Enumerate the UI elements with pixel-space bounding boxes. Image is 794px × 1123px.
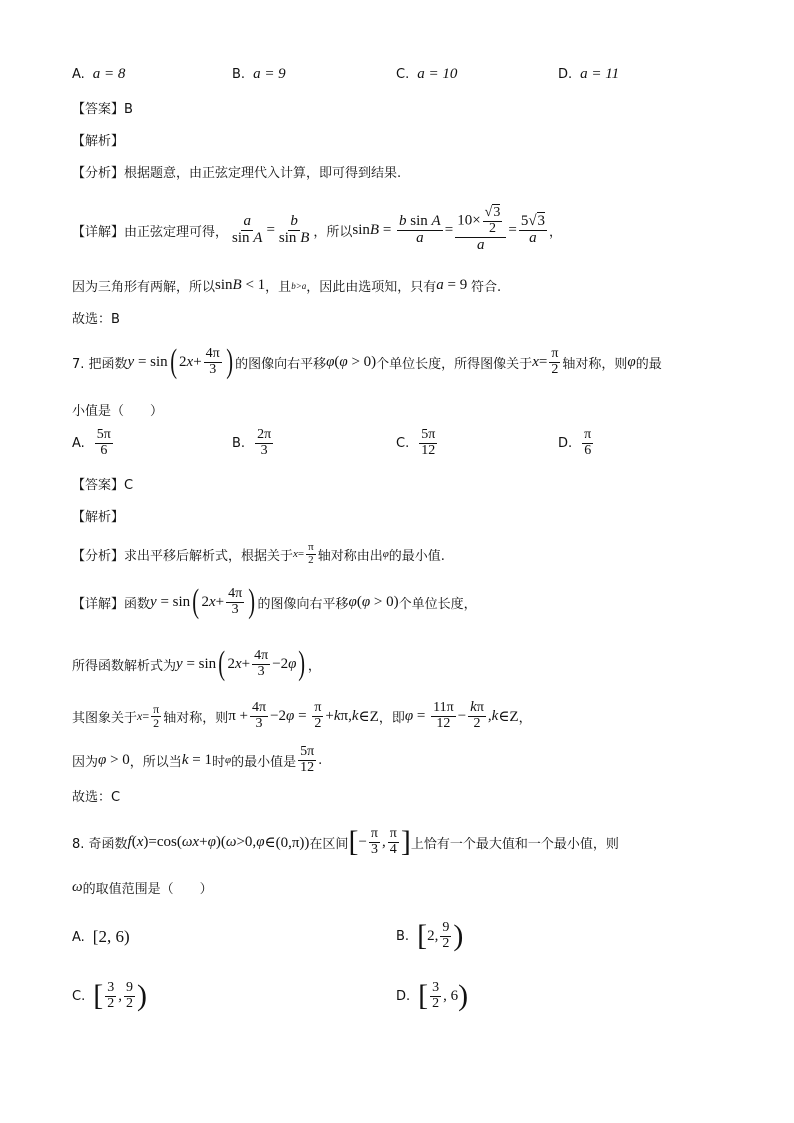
formula-fraction: $\frac{5√3}{a}$ xyxy=(520,212,546,246)
formula-fraction: 10× $\frac{√3}{2}$ a xyxy=(455,206,506,253)
q6-option-a[interactable] xyxy=(72,66,125,83)
q7-detail: 【详解】函数 y = sin ( 2 x + $\frac{4\pi}{3}$ ) 的图像向右平移 φ ( φ > 0) 个单位长度， xyxy=(72,583,477,620)
q8-option-a[interactable]: A. [2, 6) xyxy=(72,927,130,946)
q7-line4: 因为 φ > 0 ，所以当 k = 1 时 φ 的最小值是 $\frac{5\pi}{12}$ . xyxy=(72,743,323,775)
q6-option-c[interactable] xyxy=(396,66,457,83)
q8-stem: 8. 奇函数 f ( x )=cos( ωx + φ )( ω >0, φ ∈(0,π)) 在区间 [ − $\frac{\pi}{3}$ , $\frac{\pi}{4}$ ] 上恰有一个最大值和一个最小值，则 xyxy=(72,825,619,858)
formula-fraction: $\frac{b}{\text{sin B}}$ xyxy=(278,212,310,246)
q8-option-d[interactable]: D. [ $\frac{3}{2}$ , 6 ) xyxy=(396,979,469,1012)
q6-analysis: 【分析】根据题意，由正弦定理代入计算，即可得到结果. xyxy=(72,166,402,181)
detail-prefix: 【详解】由正弦定理可得， xyxy=(72,224,229,240)
q6-detail: 【详解】由正弦定理可得， $\frac{a}{\text{sin A}}$ = $\frac{b}{\text{sin B}}$ ，所以 sin B = $\frac{\text{b sin A}}{a}$ = 10× $\frac{√3}{2}$ a = $\frac{5√3}{a}$ ， xyxy=(72,205,563,253)
q7-option-a[interactable]: A. $\frac{5\pi}{6}$ xyxy=(72,427,111,458)
q7-conclusion: 故选：C xyxy=(72,790,121,805)
q8-option-b[interactable]: B. [ 2, $\frac{9}{2}$ ) xyxy=(396,919,464,952)
q7-option-b[interactable]: B. $\frac{2\pi}{3}$ xyxy=(232,427,272,458)
option-text: a = 10 xyxy=(417,66,458,82)
q8-option-c[interactable]: C. [ $\frac{3}{2}$ , $\frac{9}{2}$ ) xyxy=(72,979,147,1012)
formula-fraction: $\frac{a}{\text{sin A}}$ xyxy=(232,212,263,246)
q6-analysis-head: 【解析】 xyxy=(72,134,125,149)
option-label: D. xyxy=(558,67,573,82)
q7-analysis: 【分析】求出平移后解析式，根据关于 x = $\frac{\pi}{2}$ 轴对称由出 φ 的最小值. xyxy=(72,540,445,566)
q6-option-b[interactable] xyxy=(232,66,286,83)
q6-answer: 【答案】B xyxy=(72,102,133,117)
option-text: a = 11 xyxy=(580,66,620,82)
q7-analysis-head: 【解析】 xyxy=(72,510,125,525)
q7-answer: 【答案】C xyxy=(72,478,134,493)
q7-option-d[interactable]: D. $\frac{\pi}{6}$ xyxy=(558,427,592,458)
q7-line3: 其图象关于 x = $\frac{\pi}{2}$ 轴对称，则 π + $\frac{4\pi}{3}$ −2 φ = $\frac{\pi}{2}$ + k π, k ∈Z ，即 φ = $\frac{11\pi}{12}$ − $\frac{k\pi}{2}$ , k ∈Z ， xyxy=(72,699,532,732)
q6-line2: 因为三角形有两解，所以 sin B < 1 ，且 b>a ，因此由选项知，只有 a = 9 符合. xyxy=(72,277,502,295)
option-label: C. xyxy=(396,67,410,82)
q6-option-d[interactable] xyxy=(558,66,619,83)
q8-stem-end: ω 的取值范围是（ ） xyxy=(72,879,213,897)
detail-mid: ，所以 xyxy=(313,224,353,240)
option-label: A. xyxy=(72,67,85,82)
q7-stem: 7. 把函数 y = sin ( 2 x + $\frac{4\pi}{3}$ ) 的图像向右平移 φ ( φ > 0) 个单位长度，所得图像关于 x = $\frac{\pi}{2}$ 轴对称，则 φ 的最 xyxy=(72,343,662,380)
option-text: a = 8 xyxy=(92,66,126,82)
q7-option-c[interactable]: C. $\frac{5\pi}{12}$ xyxy=(396,427,436,458)
option-label: B. xyxy=(232,67,246,82)
formula-fraction: $\frac{\text{b sin A}}{a}$ xyxy=(399,212,441,246)
q7-line2: 所得函数解析式为 y = sin ( 2 x + $\frac{4\pi}{3}$ −2 φ ) ， xyxy=(72,645,321,682)
option-text: a = 9 xyxy=(253,66,286,82)
q6-conclusion: 故选：B xyxy=(72,312,120,327)
q7-stem-end: 小值是（ ） xyxy=(72,404,164,419)
